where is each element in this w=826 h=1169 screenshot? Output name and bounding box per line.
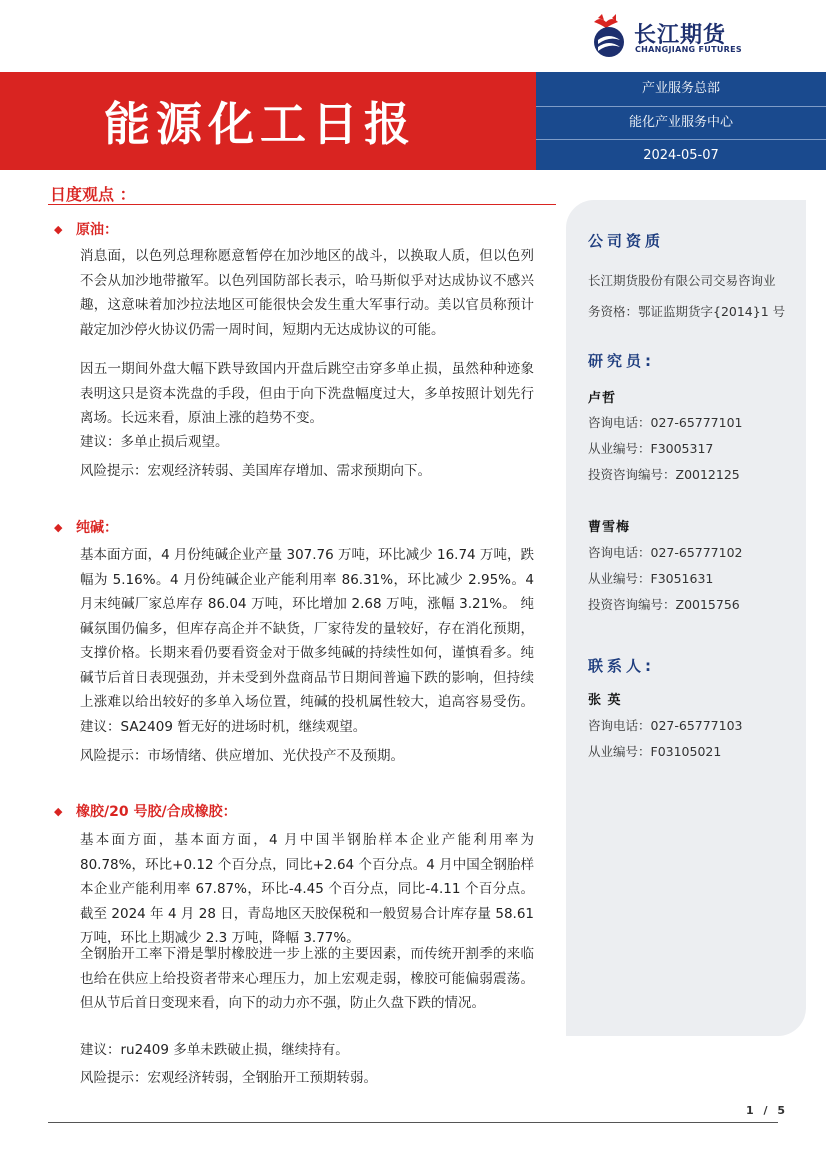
paragraph: 因五一期间外盘大幅下跌导致国内开盘后跳空击穿多单止损，虽然种种迹象表明这只是资本洗盘的手段，但由于向下洗盘幅度过大，多单按照计划先行离场。长远来看，原油上涨的趋势不变。: [80, 361, 534, 426]
paragraph: 基本面方面，基本面方面，4 月中国半钢胎样本企业产能利用率为 80.78%，环比+0.12 个百分点，同比+2.64 个百分点。4 月中国全钢胎样本企业产能利用率 67.87%，环比-4.45 个百分点，同比-4.11 个百分点。 截至 2024 年 4 月 28 日，青岛地区天胶保税和一般贸易合计库存量 58.61 万吨，环比上期减少 2.3 万吨，降幅 3.77%。: [80, 832, 534, 946]
diamond-bullet-icon: ◆: [54, 805, 63, 818]
researcher-license: 从业编号：F3051631: [588, 571, 714, 586]
section-title: 日度观点 ：: [50, 185, 136, 204]
contact-name: 张 英: [588, 693, 622, 708]
topic-heading-crude-oil: [54, 219, 118, 239]
recommendation: 建议：ru2409 多单未跌破止损，继续持有。: [80, 1042, 349, 1058]
report-date: 2024-05-07: [536, 139, 826, 171]
paragraph: 消息面，以色列总理称愿意暂停在加沙地区的战斗，以换取人质，但以色列不会从加沙地带撤军。以色列国防部长表示，哈马斯似乎对达成协议不感兴趣，这意味着加沙拉法地区可能很快会发生重大军事行动。美以官员称预计敲定加沙停火协议仍需一周时间，短期内无达成协议的可能。: [80, 248, 534, 338]
company-logo: [588, 14, 768, 60]
paragraph: 全钢胎开工率下滑是掣肘橡胶进一步上涨的主要因素，而传统开割季的来临也给在供应上给投资者带来心理压力，加上宏观走弱，橡胶可能偏弱震荡。但从节后首日变现来看，向下的动力亦不强，防止久盘下跌的情况。: [80, 946, 534, 1011]
topic-heading-soda-ash: [54, 517, 118, 537]
researcher-license: 从业编号：F3005317: [588, 441, 714, 456]
recommendation: 建议：多单止损后观望。: [80, 434, 229, 450]
researcher-name: 卢哲: [588, 391, 617, 406]
page-number: 1 / 5: [746, 1104, 788, 1117]
report-title: 能源化工日报: [104, 97, 416, 151]
qualification-title: 公司资质: [588, 232, 665, 250]
section-divider: [48, 204, 556, 205]
department-label: 产业服务总部: [641, 81, 720, 96]
contact-license: 从业编号：F03105021: [588, 744, 722, 759]
center-label: 能化产业服务中心: [536, 106, 826, 138]
logo-subtitle: CHANGJIANG FUTURES: [635, 45, 742, 54]
researcher-consult-id: 投资咨询编号：Z0012125: [588, 467, 740, 482]
topic-title: 橡胶/20 号胶/合成橡胶：: [76, 804, 237, 820]
logo-name: 长江期货: [634, 23, 727, 48]
researcher-phone: 咨询电话：027-65777101: [588, 415, 743, 430]
topic-title: 纯碱：: [76, 520, 118, 536]
contact-title: 联系人:: [588, 657, 655, 675]
researcher-consult-id: 投资咨询编号：Z0015756: [588, 597, 740, 612]
risk-note: 风险提示：宏观经济转弱、美国库存增加、需求预期向下。: [80, 463, 431, 479]
changjiang-logo-icon: [588, 14, 630, 60]
sidebar-panel: [566, 200, 806, 1036]
researchers-title: 研究员:: [588, 352, 655, 370]
researcher-name: 曹雪梅: [588, 520, 631, 535]
footer-divider: [48, 1122, 778, 1123]
risk-note: 风险提示：宏观经济转弱，全钢胎开工预期转弱。: [80, 1070, 377, 1086]
diamond-bullet-icon: ◆: [54, 521, 63, 534]
paragraph: 基本面方面，4 月份纯碱企业产量 307.76 万吨，环比减少 16.74 万吨，跌幅为 5.16%。4 月份纯碱企业产能利用率 86.31%，环比减少 2.95%。4 月末纯碱厂家总库存 86.04 万吨，环比增加 2.68 万吨，涨幅 3.21%。 纯碱氛围仍偏多，但库存高企并不缺货，厂家待发的量较好，存在消化预期，支撑价格。长期来看仍要看资金对于做多纯碱的持续性如何，谨慎看多。纯碱节后首日表现强劲，并未受到外盘商品节日期间普遍下跌的影响，但持续上涨难以给出较好的多单入场位置，纯碱的投机属性较大，追高容易受伤。 建议：SA2409 暂无好的进场时机，继续观望。: [80, 547, 534, 735]
researcher-phone: 咨询电话：027-65777102: [588, 545, 743, 560]
topic-heading-rubber: [54, 801, 237, 821]
risk-note: 风险提示：市场情绪、供应增加、光伏投产不及预期。: [80, 748, 404, 764]
qualification-line: 务资格：鄂证监期货字{2014}1 号: [588, 304, 786, 319]
contact-phone: 咨询电话：027-65777103: [588, 718, 743, 733]
topic-title: 原油：: [76, 222, 118, 238]
diamond-bullet-icon: ◆: [54, 223, 63, 236]
qualification-line: 长江期货股份有限公司交易咨询业: [588, 273, 776, 288]
